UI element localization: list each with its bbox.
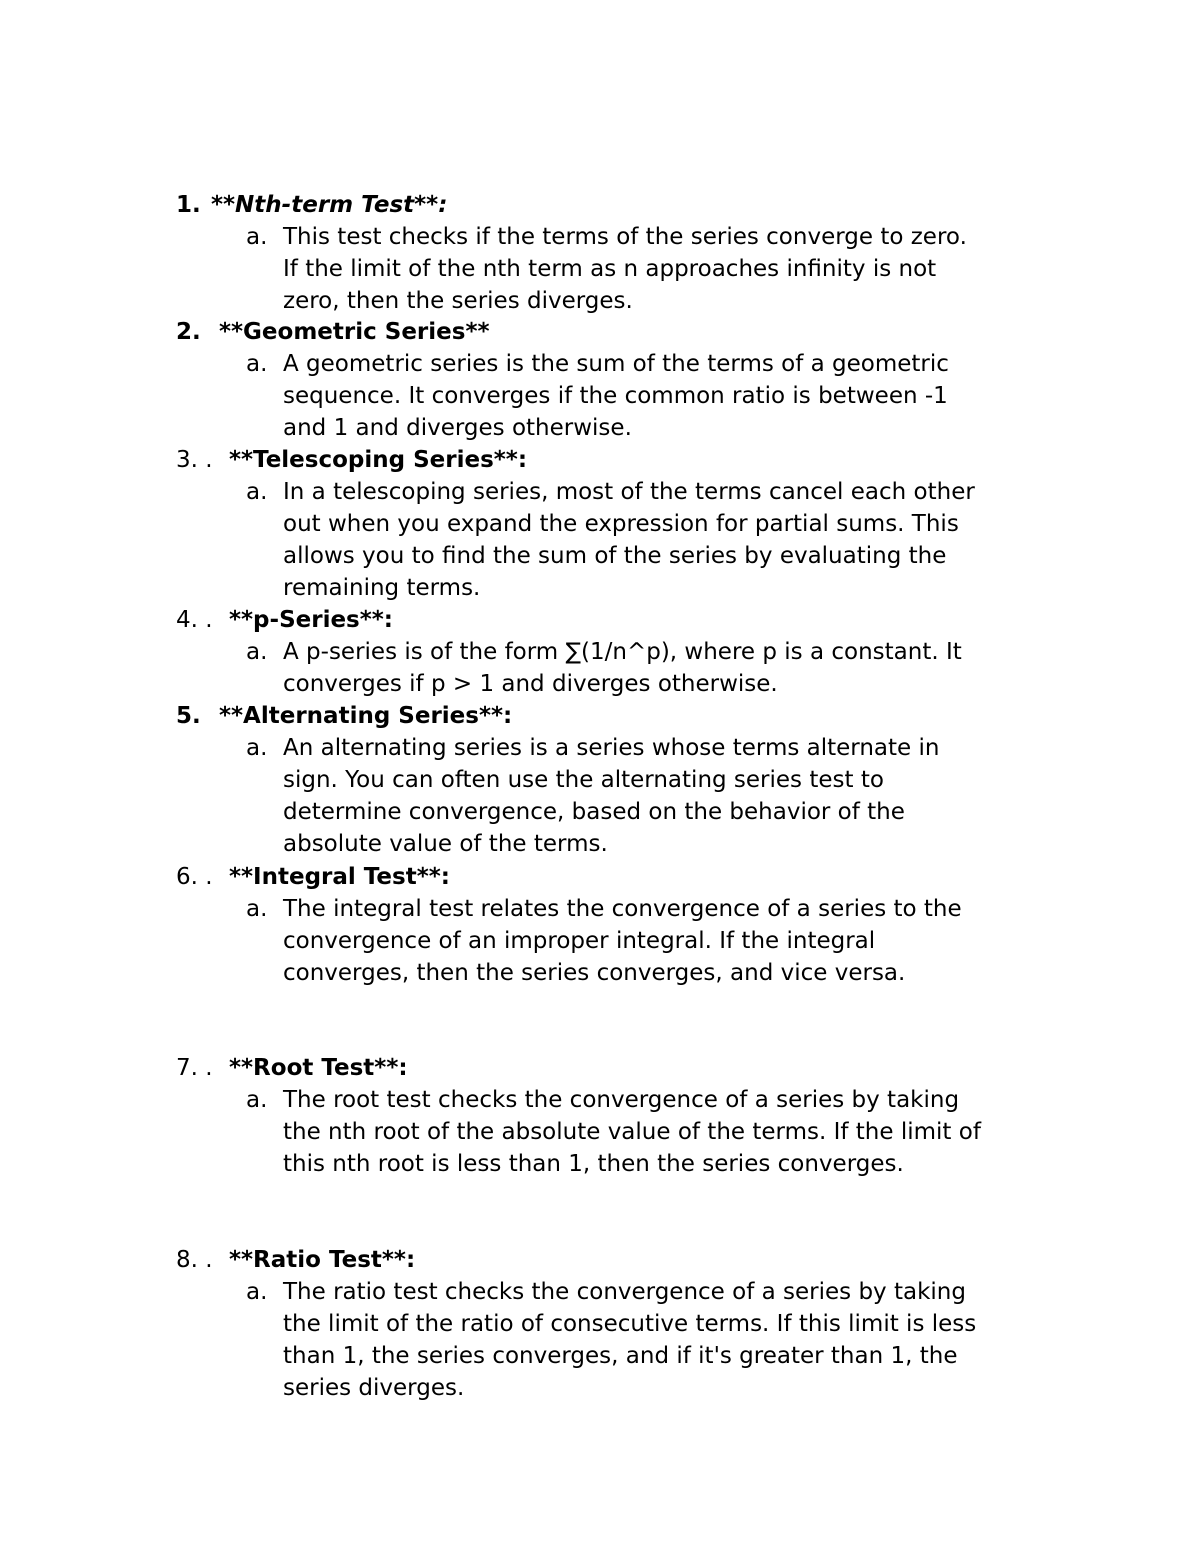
sub-item (0, 221, 1200, 317)
sub-item (0, 636, 1200, 700)
item-number: 4. . (176, 607, 213, 633)
sub-item-text: The root test checks the convergence of a series by taking the nth root of the absolute value of the terms. If the limit of this nth root is less than 1, then the series converges. (283, 1087, 981, 1177)
sub-item-marker: a. (246, 479, 268, 505)
sub-item-marker: a. (246, 351, 268, 377)
list-item (0, 189, 1200, 317)
sub-item-marker: a. (246, 639, 268, 665)
sub-item-text: A p-series is of the form ∑(1/n^p), where p is a constant. It converges if p > 1 and diverges otherwise. (283, 639, 962, 697)
sub-item-text: In a telescoping series, most of the terms cancel each other out when you expand the expression for partial sums. This allows you to find the sum of the series by evaluating the remaining terms. (283, 479, 975, 601)
item-title: **p-Series**: (229, 607, 393, 633)
item-heading (0, 444, 1200, 476)
list-item (0, 316, 1200, 444)
item-heading (0, 604, 1200, 636)
list-item (0, 1052, 1200, 1180)
item-title: **Integral Test**: (229, 864, 450, 890)
sub-item (0, 893, 1200, 989)
sub-item (0, 1084, 1200, 1180)
item-number: 7. . (176, 1055, 213, 1081)
item-heading (0, 1052, 1200, 1084)
sub-item-marker: a. (246, 1087, 268, 1113)
sub-item-text: An alternating series is a series whose terms alternate in sign. You can often use the alternating series test to determine convergence, based on the behavior of the absolute value of the terms. (283, 735, 940, 857)
sub-item-marker: a. (246, 735, 268, 761)
item-title: **Root Test**: (229, 1055, 408, 1081)
sub-item (0, 348, 1200, 444)
item-heading (0, 1244, 1200, 1276)
item-heading (0, 316, 1200, 348)
item-number: 2. (176, 319, 201, 345)
list-item (0, 861, 1200, 989)
item-heading (0, 700, 1200, 732)
sub-item-marker: a. (246, 896, 268, 922)
list-item (0, 444, 1200, 604)
item-number: 3. . (176, 447, 213, 473)
sub-item-text: The integral test relates the convergence of a series to the convergence of an improper integral. If the integral converges, then the series converges, and vice versa. (283, 896, 962, 986)
sub-item-text: This test checks if the terms of the series converge to zero. If the limit of the nth term as n approaches infinity is not zero, then the series diverges. (283, 224, 967, 314)
list-item (0, 604, 1200, 700)
sub-item (0, 476, 1200, 604)
sub-item-text: The ratio test checks the convergence of a series by taking the limit of the ratio of consecutive terms. If this limit is less than 1, the series converges, and if it's greater than 1, the series diverges. (283, 1279, 977, 1401)
sub-item-marker: a. (246, 1279, 268, 1305)
item-heading (0, 861, 1200, 893)
item-title: **Alternating Series**: (219, 703, 513, 729)
item-title: **Geometric Series** (219, 319, 490, 345)
list-item (0, 1244, 1200, 1404)
list-item (0, 700, 1200, 860)
item-number: 6. . (176, 864, 213, 890)
item-title: **Ratio Test**: (229, 1247, 416, 1273)
item-number: 5. (176, 703, 201, 729)
item-title: **Telescoping Series**: (229, 447, 528, 473)
sub-item (0, 1276, 1200, 1404)
item-number: 8. . (176, 1247, 213, 1273)
sub-item-text: A geometric series is the sum of the terms of a geometric sequence. It converges if the common ratio is between -1 and 1 and diverges otherwise. (283, 351, 949, 441)
sub-item (0, 732, 1200, 860)
sub-item-marker: a. (246, 224, 268, 250)
item-number: 1. (176, 192, 201, 218)
item-title: **Nth-term Test**: (211, 192, 448, 218)
item-heading (0, 189, 1200, 221)
